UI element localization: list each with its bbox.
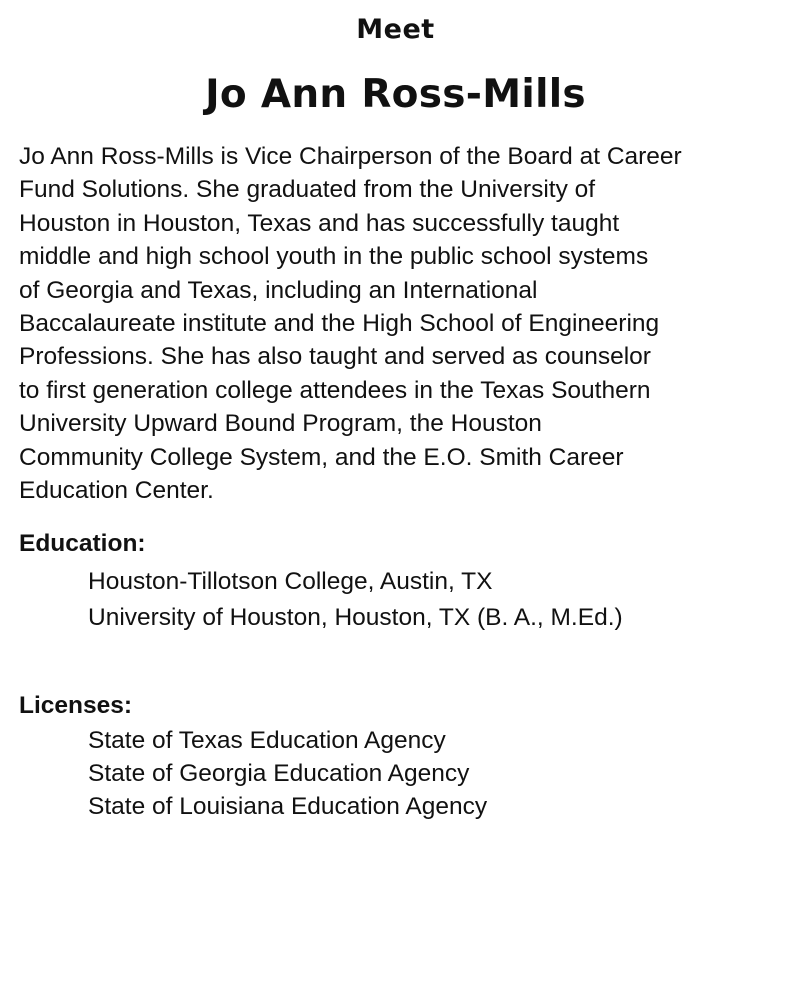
license-item: State of Texas Education Agency bbox=[88, 727, 446, 754]
bio-line: Education Center. bbox=[19, 477, 214, 505]
licenses-heading: Licenses: bbox=[19, 692, 133, 719]
bio-line: Community College System, and the E.O. Smith Career bbox=[19, 443, 624, 471]
license-item: State of Georgia Education Agency bbox=[88, 760, 470, 787]
bio-line: Houston in Houston, Texas and has successfully taught bbox=[19, 209, 620, 237]
education-heading: Education: bbox=[19, 530, 146, 557]
biography-paragraph bbox=[19, 140, 779, 507]
bio-line: University Upward Bound Program, the Houston bbox=[19, 410, 542, 438]
bio-line: Jo Ann Ross-Mills is Vice Chairperson of the Board at Career bbox=[19, 143, 682, 170]
bio-line: middle and high school youth in the public school systems bbox=[19, 243, 649, 271]
license-item: State of Louisiana Education Agency bbox=[88, 793, 488, 820]
bio-line: of Georgia and Texas, including an International bbox=[19, 276, 538, 304]
education-list bbox=[88, 564, 623, 636]
page-kicker: Meet bbox=[356, 14, 435, 45]
bio-line: Professions. She has also taught and served as counselor bbox=[19, 343, 651, 371]
bio-line: Fund Solutions. She graduated from the University of bbox=[19, 176, 596, 204]
page-title: Jo Ann Ross-Mills bbox=[205, 72, 586, 117]
bio-line: Baccalaureate institute and the High School of Engineering bbox=[19, 310, 660, 338]
bio-line: to first generation college attendees in the Texas Southern bbox=[19, 376, 651, 404]
education-item: University of Houston, Houston, TX (B. A., M.Ed.) bbox=[88, 604, 623, 631]
education-item: Houston-Tillotson College, Austin, TX bbox=[88, 568, 493, 595]
licenses-list bbox=[88, 724, 487, 823]
